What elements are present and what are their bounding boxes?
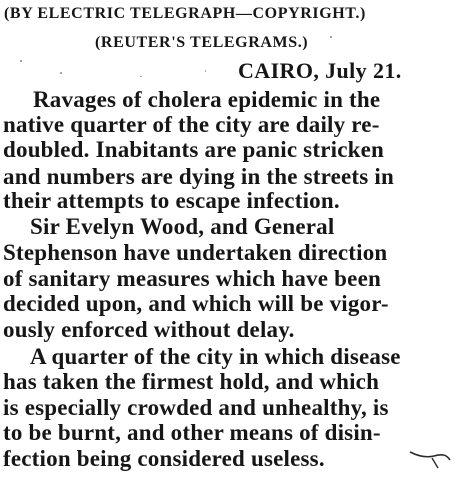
- print-speck: [20, 60, 22, 62]
- article-line: doubled. Inabitants are panic stricken: [3, 137, 384, 162]
- article-line: Ravages of cholera epidemic in the: [33, 87, 381, 112]
- article-line: Stephenson have undertaken direction: [3, 240, 388, 265]
- print-speck: [140, 76, 142, 77]
- article-line: of sanitary measures which have been: [3, 266, 381, 291]
- article-line: native quarter of the city are daily re-: [3, 112, 380, 137]
- article-line: to be burnt, and other means of disin-: [3, 420, 381, 445]
- article-line: A quarter of the city in which disease: [30, 344, 401, 369]
- article-line: fection being considered useless.: [3, 446, 325, 471]
- telegraph-header: (BY ELECTRIC TELEGRAPH—COPYRIGHT.): [4, 5, 366, 22]
- article-line: decided upon, and which will be vigor-: [3, 291, 389, 316]
- article-line: ously enforced without delay.: [3, 317, 295, 342]
- print-speck: [205, 70, 206, 72]
- article-line: their attempts to escape infection.: [3, 188, 340, 213]
- article-line: has taken the firmest hold, and which: [3, 369, 380, 394]
- ink-mark-icon: [408, 446, 452, 470]
- article-line: Sir Evelyn Wood, and General: [30, 214, 335, 239]
- telegram-source: (REUTER'S TELEGRAMS.): [95, 34, 309, 51]
- print-speck: [330, 36, 332, 38]
- print-speck: [60, 72, 62, 74]
- article-line: is especially crowded and unhealthy, is: [3, 395, 389, 420]
- dateline: CAIRO, July 21.: [238, 58, 402, 83]
- article-line: and numbers are dying in the streets in: [3, 164, 394, 189]
